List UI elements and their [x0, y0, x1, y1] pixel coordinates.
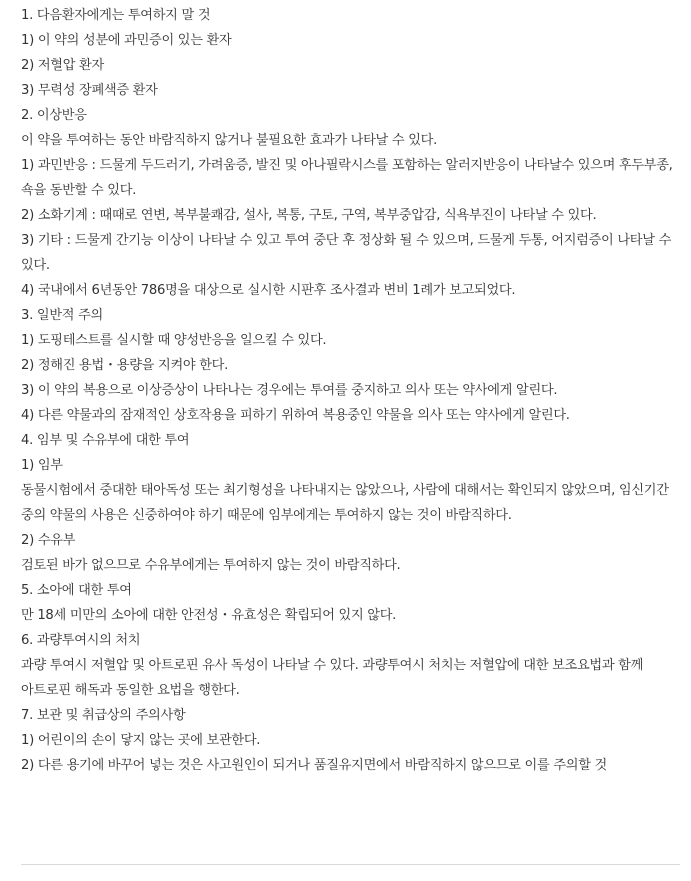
contraindication-heading: 1. 다음환자에게는 투여하지 말 것: [21, 8, 211, 23]
adverse-reaction-item: 2) 소화기계 : 때때로 연변, 복부불쾌감, 설사, 복통, 구토, 구역, 복부중압감, 식욕부진이 나타날 수 있다.: [21, 208, 597, 223]
adverse-reactions-heading: 2. 이상반응: [21, 108, 87, 123]
general-precaution-item: 2) 정해진 용법・용량을 지켜야 한다.: [21, 358, 228, 373]
storage-item: 1) 어린이의 손이 닿지 않는 곳에 보관한다.: [21, 733, 261, 748]
pregnancy-text: 동물시험에서 중대한 태아독성 또는 최기형성을 나타내지는 않았으나, 사람에 대해서는 확인되지 않았으며, 임신기간 중의 약물의 사용은 신중하여야 하기 때문에 임부에게는 투여하지 않는 것이 바람직하다.: [21, 483, 669, 523]
pediatric-heading: 5. 소아에 대한 투여: [21, 583, 132, 598]
pregnancy-heading: 4. 임부 및 수유부에 대한 투여: [21, 433, 190, 448]
overdose-heading: 6. 과량투여시의 처치: [21, 633, 141, 648]
bottom-divider: [21, 864, 680, 865]
storage-item: 2) 다른 용기에 바꾸어 넣는 것은 사고원인이 되거나 품질유지면에서 바람직하지 않으므로 이를 주의할 것: [21, 758, 607, 773]
lactation-subheading: 2) 수유부: [21, 533, 76, 548]
overdose-text: 과량 투여시 저혈압 및 아트로핀 유사 독성이 나타날 수 있다. 과량투여시 처치는 저혈압에 대한 보조요법과 함께 아트로핀 해독과 동일한 요법을 행한다.: [21, 658, 644, 698]
general-precaution-item: 1) 도핑테스트를 실시할 때 양성반응을 일으킬 수 있다.: [21, 333, 327, 348]
general-precaution-item: 3) 이 약의 복용으로 이상증상이 나타나는 경우에는 투여를 중지하고 의사 또는 약사에게 알린다.: [21, 383, 558, 398]
contraindication-item: 2) 저혈압 환자: [21, 58, 104, 73]
lactation-text: 검토된 바가 없으므로 수유부에게는 투여하지 않는 것이 바람직하다.: [21, 558, 401, 573]
pediatric-text: 만 18세 미만의 소아에 대한 안전성・유효성은 확립되어 있지 않다.: [21, 608, 397, 623]
adverse-reactions-intro: 이 약을 투여하는 동안 바람직하지 않거나 불필요한 효과가 나타날 수 있다.: [21, 133, 437, 148]
adverse-reaction-item: 3) 기타 : 드물게 간기능 이상이 나타날 수 있고 투여 중단 후 정상화 될 수 있으며, 드물게 두통, 어지럼증이 나타날 수 있다.: [21, 233, 672, 273]
general-precautions-heading: 3. 일반적 주의: [21, 308, 103, 323]
storage-heading: 7. 보관 및 취급상의 주의사항: [21, 708, 186, 723]
adverse-reaction-item: 4) 국내에서 6년동안 786명을 대상으로 실시한 시판후 조사결과 변비 1례가 보고되었다.: [21, 283, 516, 298]
contraindication-item: 1) 이 약의 성분에 과민증이 있는 환자: [21, 33, 232, 48]
adverse-reaction-item: 1) 과민반응 : 드물게 두드러기, 가려움증, 발진 및 아나필락시스를 포함하는 알러지반응이 나타날수 있으며 후두부종, 쇽을 동반할 수 있다.: [21, 158, 673, 198]
general-precaution-item: 4) 다른 약물과의 잠재적인 상호작용을 피하기 위하여 복용중인 약물을 의사 또는 약사에게 알린다.: [21, 408, 570, 423]
pregnancy-subheading: 1) 임부: [21, 458, 63, 473]
contraindication-item: 3) 무력성 장폐색증 환자: [21, 83, 158, 98]
